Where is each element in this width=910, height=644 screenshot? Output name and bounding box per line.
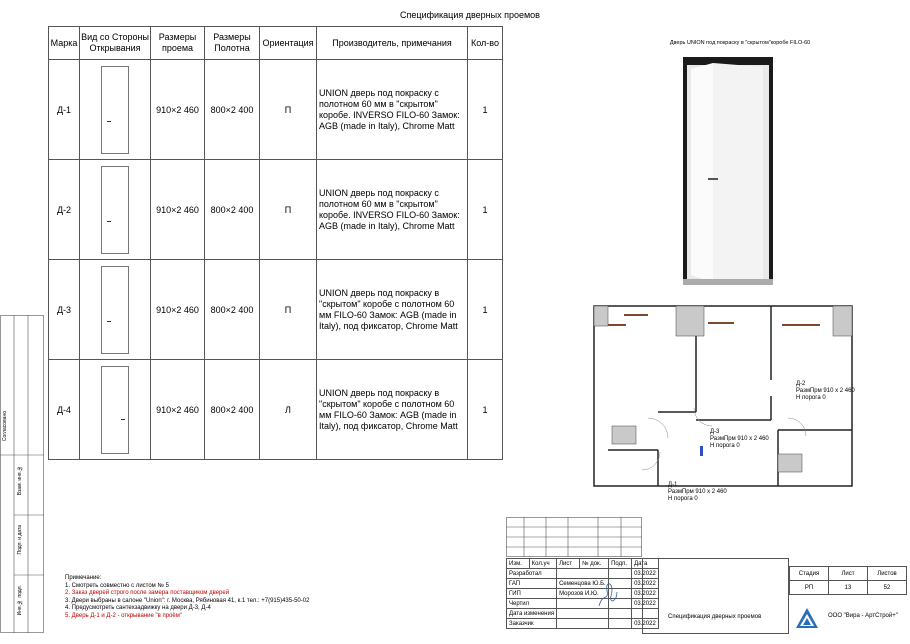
stamp-row [507, 569, 659, 579]
company-logo-icon [794, 606, 820, 630]
d1-sill: Н порога 0 [668, 496, 698, 502]
plan-label-d1 [668, 482, 727, 503]
d1-size: РазмПрм 910 х 2 460 [668, 489, 727, 495]
stamp-row [507, 589, 659, 599]
note-item: 2. Заказ дверей строго после замера поставщиком дверей [65, 590, 230, 596]
cell-leaf: 800×2 400 [205, 260, 260, 360]
cell-qty: 1 [468, 60, 503, 160]
handle-icon [121, 419, 125, 420]
notes-block [65, 575, 309, 620]
photo-caption: Дверь UNION под покраску в "скрытом"коробе FILO-60 [669, 40, 811, 46]
stamp-role: ГИП [507, 589, 557, 599]
door-photo [683, 57, 773, 285]
inv-orig-label: Инв.№ подл. [17, 585, 23, 616]
door-elevation [80, 60, 151, 160]
sheet-value: 13 [829, 581, 868, 595]
door-icon [101, 66, 129, 154]
door-elevation [80, 360, 151, 460]
cell-notes: UNION дверь под покраску с полотном 60 мм в "скрытом" коробе. INVERSO FILO-60 Замок: AGB (made in Italy), Chrome Matt [317, 60, 468, 160]
stamp-date: 03.2022 [632, 589, 659, 599]
cell-opening: 910×2 460 [151, 260, 205, 360]
cell-leaf: 800×2 400 [205, 60, 260, 160]
plan-label-d2 [796, 381, 855, 402]
page-title: Спецификация дверных проемов [400, 10, 540, 20]
stage-header: Стадия [790, 567, 829, 581]
stamp-name: Морозов И.Ю. [557, 589, 609, 599]
d2-sill: Н порога 0 [796, 395, 826, 401]
stamp-role: Чертил [507, 599, 557, 609]
col-view: Вид со Стороны Открывания [80, 27, 151, 60]
col-qty: Кол-во [468, 27, 503, 60]
stamp-role: ГАП [507, 579, 557, 589]
plan-label-d3 [710, 429, 769, 450]
cell-notes: UNION дверь под покраску в "скрытом" коробе с полотном 60 мм FILO-60 Замок: AGB (made in Italy), под фиксатор, Chrome Matt [317, 260, 468, 360]
cell-mark: Д-4 [49, 360, 80, 460]
cell-orientation: Л [260, 360, 317, 460]
col-opening: Размеры проема [151, 27, 205, 60]
stamp-date: 03.2022 [632, 579, 659, 589]
cell-orientation: П [260, 160, 317, 260]
sheets-header: Листов [868, 567, 907, 581]
stage-value-row [790, 581, 907, 595]
cell-orientation: П [260, 60, 317, 160]
stamp-head-cell: Дата [632, 559, 659, 569]
stamp-row [507, 579, 659, 589]
agreed-label: Согласовано [2, 411, 8, 442]
cell-qty: 1 [468, 260, 503, 360]
door-icon [101, 366, 129, 454]
cell-qty: 1 [468, 160, 503, 260]
inv-replace-label: Взам. инв.№ [17, 465, 23, 496]
stage-table [789, 566, 907, 595]
col-orientation: Ориентация [260, 27, 317, 60]
d2-size: РазмПрм 910 х 2 460 [796, 388, 855, 394]
cell-notes: UNION дверь под покраску с полотном 60 мм в "скрытом" коробе. INVERSO FILO-60 Замок: AGB (made in Italy), Chrome Matt [317, 160, 468, 260]
note-item: 4. Предусмотреть сантехзадвижку на двери Д-3, Д-4 [65, 605, 211, 611]
notes-heading: Примечание: [65, 575, 102, 581]
cell-qty: 1 [468, 360, 503, 460]
col-mark: Марка [49, 27, 80, 60]
stamp-row [507, 619, 659, 629]
stamp-row [507, 609, 659, 619]
handle-icon [107, 321, 111, 322]
table-row [49, 60, 503, 160]
stage-value: РП [790, 581, 829, 595]
signature-icon [597, 572, 619, 612]
stamp-date: 03.2022 [632, 569, 659, 579]
cell-notes: UNION дверь под покраску в "скрытом" коробе с полотном 60 мм FILO-60 Замок: AGB (made in Italy), под фиксатор, Chrome Matt [317, 360, 468, 460]
cell-mark: Д-2 [49, 160, 80, 260]
cell-mark: Д-1 [49, 60, 80, 160]
stamp-head-cell: Лист [557, 559, 580, 569]
note-item: 5. Дверь Д-1 и Д-2 - открывание "в проём" [65, 612, 182, 619]
cell-leaf: 800×2 400 [205, 160, 260, 260]
cell-opening: 910×2 460 [151, 60, 205, 160]
table-row [49, 260, 503, 360]
company-name: ООО "Вира - АртСтрой+" [828, 613, 898, 619]
sheet-title: Спецификация дверных проемов [668, 614, 762, 620]
door-icon [101, 166, 129, 254]
col-leaf: Размеры Полотна [205, 27, 260, 60]
table-row [49, 360, 503, 460]
stamp-empty-rows [506, 517, 642, 557]
door-icon [101, 266, 129, 354]
stage-header-row [790, 567, 907, 581]
door-spec-table [48, 26, 503, 460]
note-item: 3. Двери выбраны в салоне "Union": г. Москва, Рябиновая 41, к.1 тел.: +7(915)435-50-02 [65, 597, 310, 604]
door-elevation [80, 260, 151, 360]
stamp-date: 03.2022 [632, 619, 659, 629]
stamp-role: Разработал [507, 569, 557, 579]
stamp-name: Семенцова Ю.Б. [557, 579, 609, 589]
d1-mark: Д-1 [668, 482, 678, 488]
stamp-head-cell: Изм. [507, 559, 530, 569]
door-photo-image [683, 57, 773, 285]
handle-icon [107, 121, 111, 122]
door-elevation [80, 160, 151, 260]
title-block-stamp [506, 558, 659, 629]
cell-orientation: П [260, 260, 317, 360]
table-header-row [49, 27, 503, 60]
d2-mark: Д-2 [796, 381, 806, 387]
stamp-head-cell: Кол.уч [529, 559, 556, 569]
stamp-role: Заказчик [507, 619, 557, 629]
stamp-head-cell: № док. [580, 559, 609, 569]
table-row [49, 160, 503, 260]
sign-date-label: Подп. и дата [17, 525, 23, 555]
d3-sill: Н порога 0 [710, 443, 740, 449]
binding-strip [0, 315, 44, 633]
handle-icon [107, 221, 111, 222]
stamp-date: 03.2022 [632, 599, 659, 609]
stamp-head-cell: Подп. [609, 559, 632, 569]
d3-size: РазмПрм 910 х 2 460 [710, 436, 769, 442]
cell-leaf: 800×2 400 [205, 360, 260, 460]
d3-mark: Д-3 [710, 429, 720, 435]
stamp-name [557, 619, 609, 629]
stamp-header [507, 559, 659, 569]
cell-opening: 910×2 460 [151, 360, 205, 460]
col-notes: Производитель, примечания [317, 27, 468, 60]
sheet-header: Лист [829, 567, 868, 581]
sheet-title-box [642, 558, 789, 634]
cell-mark: Д-3 [49, 260, 80, 360]
sheets-value: 52 [868, 581, 907, 595]
cell-opening: 910×2 460 [151, 160, 205, 260]
stamp-row [507, 599, 659, 609]
note-item: 1. Смотреть совместно с листом № 5 [65, 582, 169, 589]
stamp-role: Дата изменения [507, 609, 557, 619]
